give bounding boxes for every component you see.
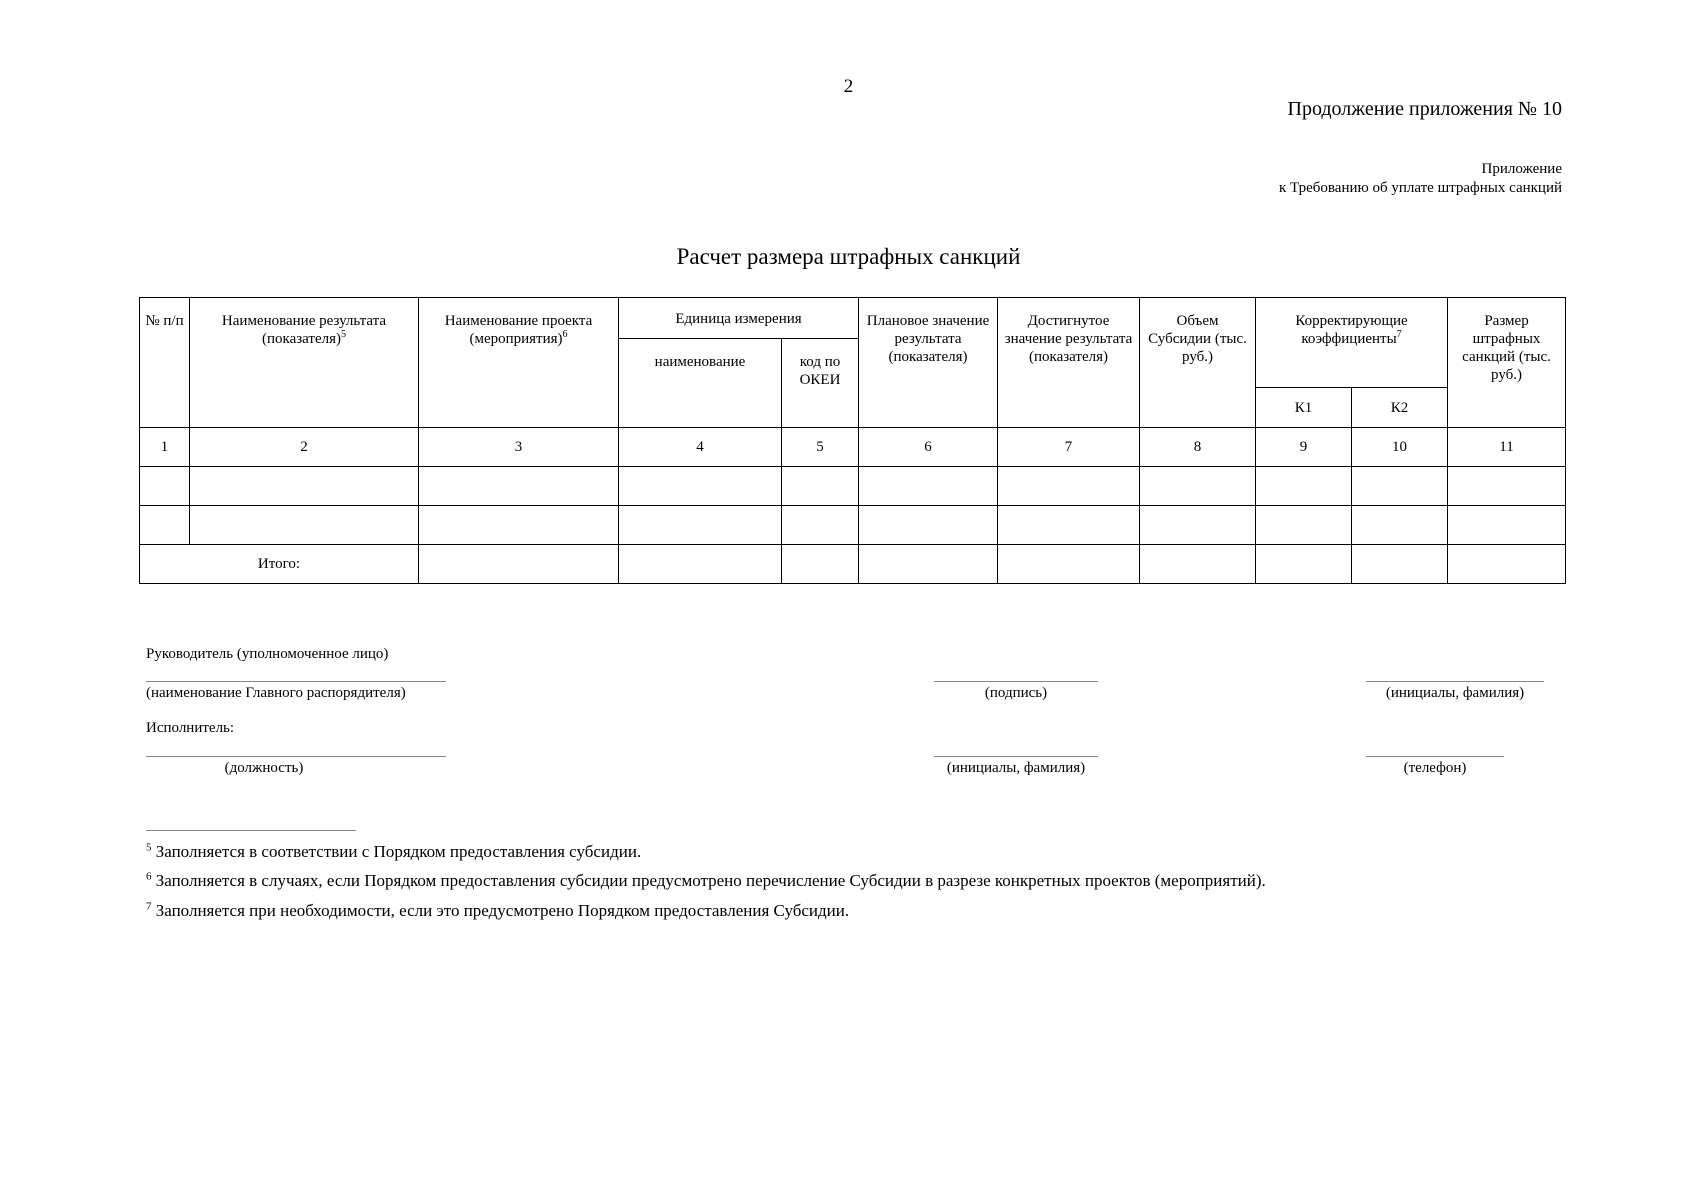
header-cell-unit-name: наименование (619, 339, 782, 428)
column-number: 9 (1256, 428, 1352, 467)
table-row (140, 506, 1566, 545)
table-cell[interactable] (1256, 506, 1352, 545)
table-cell[interactable] (1352, 467, 1448, 506)
appendix-line-2: к Требованию об уплате штрафных санкций (1278, 180, 1562, 196)
table-cell[interactable] (782, 467, 859, 506)
head-initials-line[interactable] (1366, 681, 1544, 682)
column-number: 10 (1352, 428, 1448, 467)
executor-initials-line[interactable] (934, 756, 1098, 757)
header-cell-k2: К2 (1352, 388, 1448, 428)
table-cell[interactable] (190, 467, 419, 506)
header-cell-number: № п/п (140, 298, 190, 428)
header-cell-unit-group: Единица измерения (619, 298, 859, 339)
footnote-ref-7: 7 (1396, 329, 1402, 340)
column-number: 3 (419, 428, 619, 467)
table-cell[interactable] (419, 506, 619, 545)
executor-label: Исполнитель: (146, 720, 235, 736)
head-label: Руководитель (уполномоченное лицо) (146, 646, 389, 662)
table-cell[interactable] (1140, 467, 1256, 506)
header-cell-okei-code: код по ОКЕИ (782, 339, 859, 428)
table-cell[interactable] (419, 545, 619, 584)
column-number: 4 (619, 428, 782, 467)
header-cell-k1: К1 (1256, 388, 1352, 428)
table-cell[interactable] (998, 545, 1140, 584)
table-cell[interactable] (782, 545, 859, 584)
phone-caption: (телефон) (1403, 760, 1467, 776)
table-cell[interactable] (1352, 506, 1448, 545)
table-cell[interactable] (619, 545, 782, 584)
table-cell[interactable] (1256, 545, 1352, 584)
appendix-reference (1279, 160, 1562, 198)
page-number: 2 (843, 76, 854, 97)
appendix-line-1: Приложение (1481, 161, 1562, 177)
table-row (140, 467, 1566, 506)
table-cell[interactable] (782, 506, 859, 545)
signature-caption: (подпись) (984, 685, 1048, 701)
footnote-number: 6 (146, 870, 152, 883)
table-cell[interactable] (859, 545, 998, 584)
footnote-text: Заполняется в случаях, если Порядком предоставления субсидии предусмотрено перечисление Субсидии в разрезе конкретных проектов (мероприятий). (155, 871, 1266, 890)
table-cell[interactable] (619, 467, 782, 506)
table-cell[interactable] (1448, 506, 1566, 545)
table-cell[interactable] (1140, 506, 1256, 545)
header-cell-subsidy-volume: Объем Субсидии (тыс. руб.) (1140, 298, 1256, 428)
table-cell[interactable] (998, 467, 1140, 506)
table-cell[interactable] (140, 467, 190, 506)
table-cell[interactable] (190, 506, 419, 545)
table-cell[interactable] (1448, 545, 1566, 584)
table-cell[interactable] (1256, 467, 1352, 506)
executor-initials-caption: (инициалы, фамилия) (946, 760, 1086, 776)
footnote-6 (146, 871, 1266, 891)
header-cell-coefficients-group: Корректирующие коэффициенты$^7$ (1256, 298, 1448, 388)
footnote-text: Заполняется в соответствии с Порядком предоставления субсидии. (155, 842, 642, 861)
main-manager-line[interactable] (146, 681, 446, 682)
footnote-7 (146, 901, 849, 921)
column-number: 2 (190, 428, 419, 467)
column-number: 1 (140, 428, 190, 467)
table-cell[interactable] (859, 467, 998, 506)
column-number: 7 (998, 428, 1140, 467)
footnote-text: Заполняется при необходимости, если это предусмотрено Порядком предоставления Субсидии. (155, 901, 850, 920)
head-initials-caption: (инициалы, фамилия) (1385, 685, 1525, 701)
footnote-number: 7 (146, 900, 152, 913)
column-numbers-row (140, 428, 1566, 467)
phone-line[interactable] (1366, 756, 1504, 757)
continuation-heading: Продолжение приложения № 10 (1287, 98, 1562, 120)
column-number: 8 (1140, 428, 1256, 467)
header-cell-result-name: Наименование результата (показателя)$^5$ (190, 298, 419, 428)
penalty-calculation-table (139, 297, 1566, 584)
footnote-number: 5 (146, 841, 152, 854)
main-manager-caption: (наименование Главного распорядителя) (146, 685, 406, 701)
total-label: Итого: (140, 545, 419, 584)
table-cell[interactable] (859, 506, 998, 545)
signature-line[interactable] (934, 681, 1098, 682)
header-cell-planned-value: Плановое значение результата (показателя) (859, 298, 998, 428)
table-cell[interactable] (140, 506, 190, 545)
table-cell[interactable] (1140, 545, 1256, 584)
table-cell[interactable] (998, 506, 1140, 545)
header-cell-achieved-value: Достигнутое значение результата (показателя) (998, 298, 1140, 428)
footnote-5 (146, 842, 641, 862)
header-row-1 (140, 298, 1566, 339)
table-cell[interactable] (1352, 545, 1448, 584)
total-row (140, 545, 1566, 584)
table-cell[interactable] (619, 506, 782, 545)
table-cell[interactable] (419, 467, 619, 506)
position-line[interactable] (146, 756, 446, 757)
footnote-ref-6: 6 (562, 329, 568, 340)
header-cell-project-name: Наименование проекта (мероприятия)$^6$ (419, 298, 619, 428)
table-cell[interactable] (1448, 467, 1566, 506)
document-title: Расчет размера штрафных санкций (676, 244, 1021, 269)
column-number: 5 (782, 428, 859, 467)
column-number: 6 (859, 428, 998, 467)
footnote-separator (146, 830, 356, 831)
column-number: 11 (1448, 428, 1566, 467)
footnote-ref-5: 5 (341, 329, 347, 340)
position-caption: (должность) (224, 760, 304, 776)
header-cell-penalty-size: Размер штрафных санкций (тыс. руб.) (1448, 298, 1566, 428)
